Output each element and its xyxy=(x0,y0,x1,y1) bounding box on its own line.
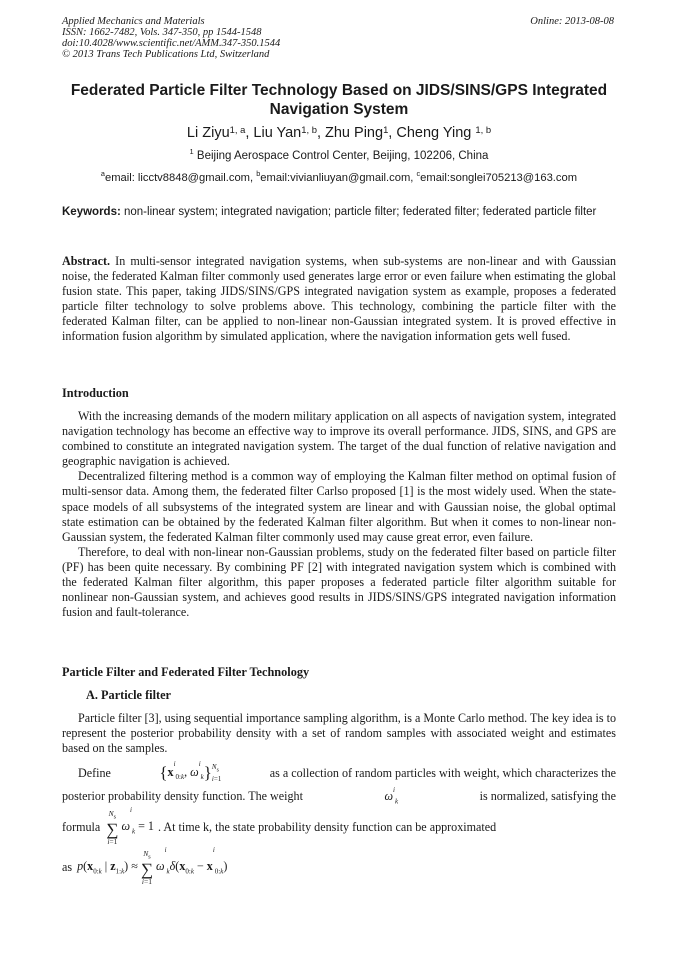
keywords xyxy=(62,205,616,220)
author-affil-mark: 1, a xyxy=(229,124,246,135)
doi-line: doi:10.4028/www.scientific.net/AMM.347-350.1544 xyxy=(62,38,281,49)
online-date: Online: 2013-08-08 xyxy=(530,16,614,27)
posterior-line xyxy=(62,786,616,806)
weight-symbol: $\omega^i_k$ xyxy=(384,786,399,806)
abstract-text: In multi-sensor integrated navigation systems, when sub-systems are non-linear and with Gaussian noise, the federated Kalman filter commonly used generates large error or even failure when estimating the global fusion state. This paper, taking JIDS/SINS/GPS integrated navigation system as example, proposes a federated particle filter technology to solve problems above. This technology, combining the particle filter with the federated Kalman filter, can be applied to non-linear non-Gaussian integrated system. It is proved effective in information fusion algorithm by simulated application, where the navigation information gets well fused. xyxy=(62,254,616,344)
define-rest: as a collection of random particles with weight, which characterizes the xyxy=(269,765,616,780)
section-heading-introduction: Introduction xyxy=(62,386,129,400)
as-word: as xyxy=(62,859,73,874)
define-word: Define xyxy=(78,765,111,780)
normalization-formula: $N_s$ ∑ i=1 $\omega^i_k = 1$ xyxy=(106,806,154,846)
particle-filter-paragraph xyxy=(62,711,616,756)
formula-word: formula xyxy=(62,819,101,834)
abstract xyxy=(62,254,616,345)
section-heading-particle-filter: Particle Filter and Federated Filter Technology xyxy=(62,665,310,679)
email-address: email:vivianliuyan@gmail.com, xyxy=(260,172,414,184)
formula-line xyxy=(62,806,616,846)
email-mark: b xyxy=(256,169,261,178)
abstract-label: Abstract. xyxy=(62,254,111,268)
author-name: Cheng Ying xyxy=(396,125,472,141)
email-address: email:songlei705213@163.com xyxy=(420,172,578,184)
paragraph: Therefore, to deal with non-linear non-Gaussian problems, study on the federated filter based on particle filter (PF) has been quite necessary. By combining PF [2] with integrated navigation system which is combined with the federated Kalman filter algorithm, this paper proposes a federated particle filter algorithm suitable for nonlinear non-Gaussian system, and achieves good results in JIDS/SINS/GPS integrated navigation information fusion and fault-tolerance. xyxy=(62,544,616,620)
paragraph: Particle filter [3], using sequential importance sampling algorithm, is a Monte Carlo method. The key idea is to represent the posterior probability density with a set of random samples with associated weight and estimates based on the samples. xyxy=(62,711,616,756)
author-affil-mark: 1, b xyxy=(475,124,492,135)
approximation-line xyxy=(62,846,616,886)
approximation-formula: $p(x_{0:k}$ | $z_{1:k}$) ≈ $N_s$ ∑ i=1 $\omega^i_k\delta(x_{0:k} - x^i_{0:k})$ xyxy=(77,846,228,886)
affiliation-text: Beijing Aerospace Control Center, Beijing, 102206, China xyxy=(196,150,489,162)
posterior-text-a: posterior probability density function. The weight xyxy=(62,789,303,803)
journal-name: Applied Mechanics and Materials xyxy=(62,16,205,27)
email-mark: a xyxy=(100,169,105,178)
formula-rest: . At time k, the state probability density function can be approximated xyxy=(157,819,497,834)
author-name: Zhu Ping xyxy=(325,125,384,141)
affiliation xyxy=(62,147,616,162)
copyright-line: © 2013 Trans Tech Publications Ltd, Switzerland xyxy=(62,49,270,60)
paragraph: Decentralized filtering method is a common way of employing the Kalman filter method on optimal fusion of multi-sensor data. Among them, the federated filter Carlso proposed [1] is the most widely used. When the state-space models of all subsystems of the integrated system are linear and with Gaussian noise, the global optimal state estimation can be obtained by the federated Kalman filter algorithm. But when it comes to non-linear non-Gaussian system, the federated Kalman filter commonly used may cause great error, even failure. xyxy=(62,469,616,544)
keywords-label: Keywords: xyxy=(62,206,121,218)
paragraph: With the increasing demands of the modern military application on all aspects of navigation system, integrated navigation technology has become an effective way to improve its overall performance. JIDS, SINS, and GPS are combined to constitute an integrated navigation system. The target of the dual function of relative navigation and geographic navigation is achieved. xyxy=(62,409,616,469)
email-address: email: licctv8848@gmail.com, xyxy=(104,172,254,184)
email-list xyxy=(62,169,616,184)
keywords-text: non-linear system; integrated navigation; particle filter; federated filter; federated particle filter xyxy=(124,206,597,218)
author-affil-mark: 1, b xyxy=(301,124,317,135)
issn-line: ISSN: 1662-7482, Vols. 347-350, pp 1544-1548 xyxy=(62,27,262,38)
author-affil-mark: 1 xyxy=(383,124,389,135)
define-line xyxy=(62,760,616,783)
posterior-text-b: is normalized, satisfying the xyxy=(479,789,616,803)
title-line-2: Navigation System xyxy=(269,101,409,118)
introduction-body xyxy=(62,409,616,620)
particle-set-formula: {$x^i_{0:k}$, $\omega^i_k$} $N_s$ i=1 xyxy=(159,760,222,783)
author-name: Li Ziyu xyxy=(186,125,230,141)
author-name: Liu Yan xyxy=(253,125,302,141)
paper-title xyxy=(62,81,616,119)
email-mark: c xyxy=(416,169,421,178)
subsection-heading: A. Particle filter xyxy=(86,688,172,702)
affiliation-mark: 1 xyxy=(189,147,194,156)
title-line-1: Federated Particle Filter Technology Based on JIDS/SINS/GPS Integrated xyxy=(70,82,608,99)
author-list: Li Ziyu$^{1, a}$, Liu Yan$^{1, b}$, Zhu Ping$^1$, Cheng Ying $^{1, b}$ xyxy=(186,124,492,141)
